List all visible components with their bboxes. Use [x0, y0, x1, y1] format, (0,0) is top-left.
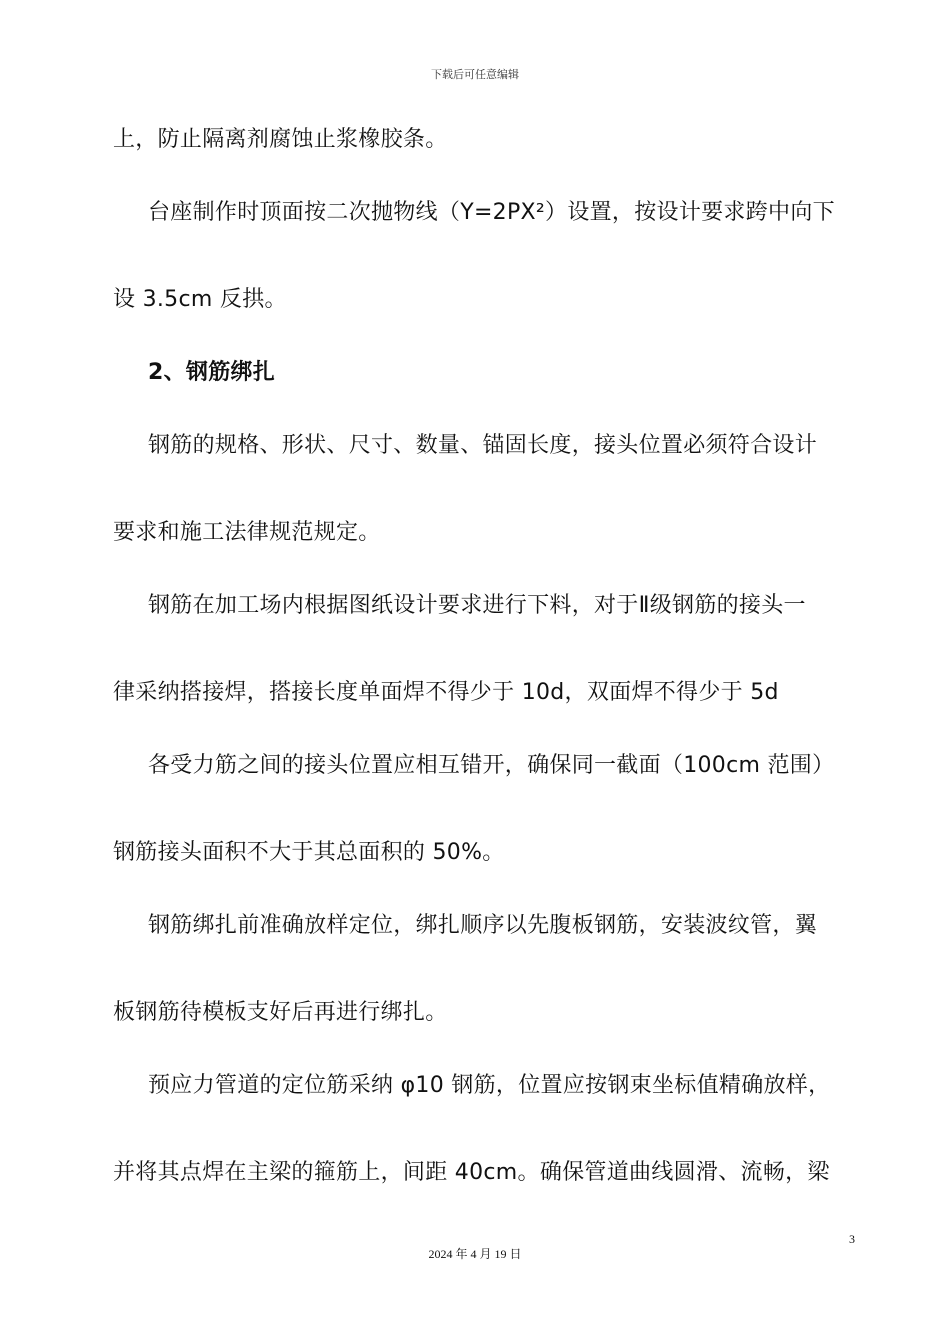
body-line-3: 设 3.5cm 反拱。	[113, 287, 287, 312]
body-line-13: 预应力管道的定位筋采纳 φ10 钢筋，位置应按钢束坐标值精确放样，	[148, 1073, 831, 1098]
body-line-1: 上，防止隔离剂腐蚀止浆橡胶条。	[113, 127, 448, 152]
body-line-9: 各受力筋之间的接头位置应相互错开，确保同一截面（100cm 范围）	[148, 753, 835, 778]
page-header: 下载后可任意编辑	[431, 68, 519, 81]
page-number: 3	[849, 1232, 855, 1246]
body-line-12: 板钢筋待模板支好后再进行绑扎。	[113, 1000, 448, 1025]
body-line-7: 钢筋在加工场内根据图纸设计要求进行下料，对于Ⅱ级钢筋的接头一	[148, 593, 806, 618]
body-line-8: 律采纳搭接焊，搭接长度单面焊不得少于 10d，双面焊不得少于 5d	[113, 680, 779, 705]
body-line-5: 钢筋的规格、形状、尺寸、数量、锚固长度，接头位置必须符合设计	[148, 433, 818, 458]
body-line-11: 钢筋绑扎前准确放样定位，绑扎顺序以先腹板钢筋，安装波纹管，翼	[148, 913, 818, 938]
page-footer-date: 2024 年 4 月 19 日	[428, 1247, 522, 1261]
body-line-10: 钢筋接头面积不大于其总面积的 50%。	[113, 840, 505, 865]
section-heading: 2、钢筋绑扎	[148, 360, 276, 385]
body-line-6: 要求和施工法律规范规定。	[113, 520, 381, 545]
body-line-14: 并将其点焊在主梁的箍筋上，间距 40cm。确保管道曲线圆滑、流畅，梁	[113, 1160, 830, 1185]
body-line-2: 台座制作时顶面按二次抛物线（Y=2PX²）设置，按设计要求跨中向下	[148, 200, 835, 225]
